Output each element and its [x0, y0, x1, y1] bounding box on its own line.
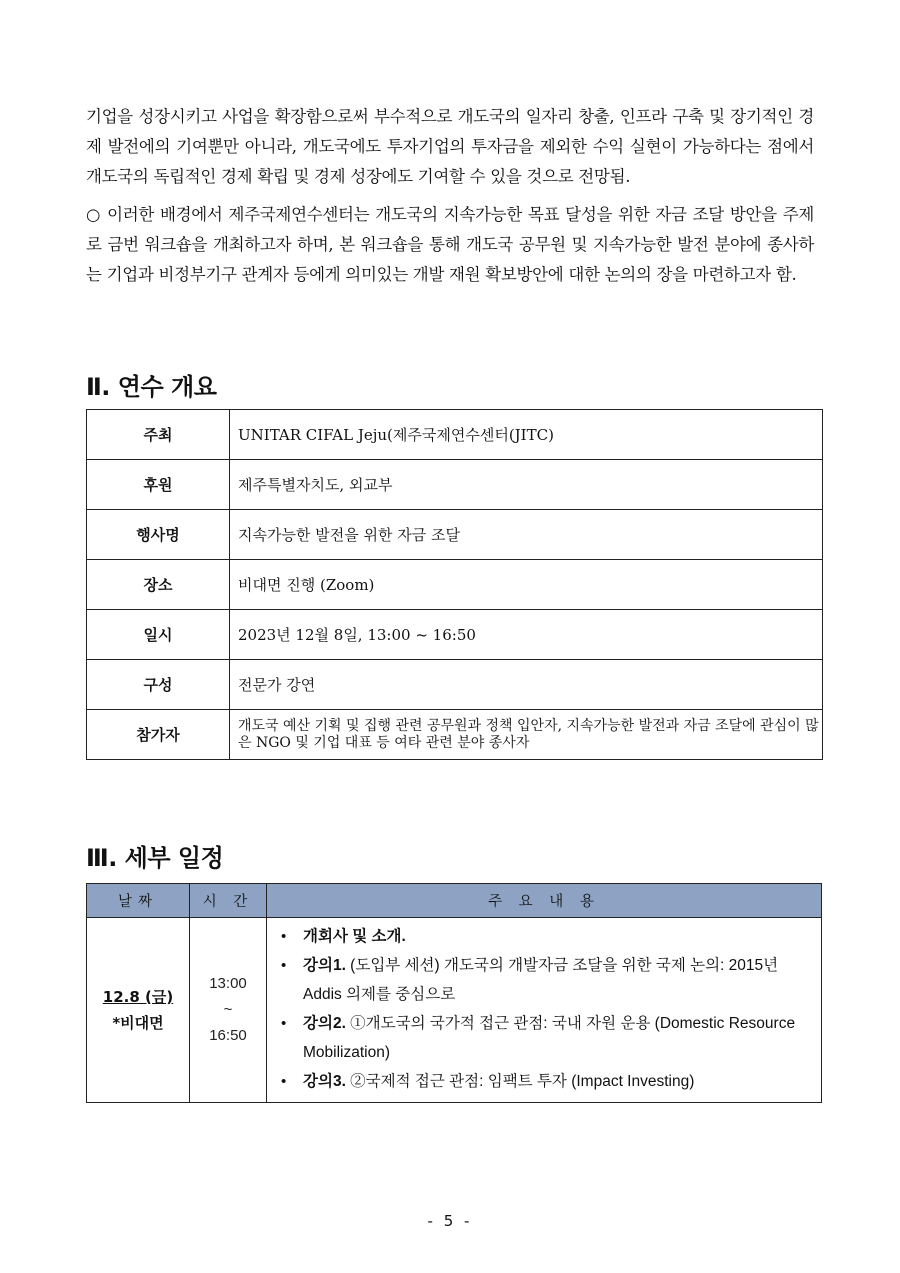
time-end: 16:50 — [209, 1027, 247, 1044]
table-row — [87, 410, 823, 460]
list-item — [277, 1067, 813, 1096]
schedule-content-cell — [267, 918, 822, 1103]
agenda-list — [277, 922, 813, 1096]
header-date: 날짜 — [87, 884, 190, 918]
table-row — [87, 918, 822, 1103]
table-row — [87, 610, 823, 660]
list-item — [277, 1009, 813, 1067]
section-2-title: Ⅱ. 연수 개요 — [86, 373, 217, 401]
agenda-item-text: ②국제적 접근 관점: 임팩트 투자 (Impact Investing) — [345, 1073, 695, 1090]
row-label: 일시 — [87, 610, 230, 660]
row-label: 장소 — [87, 560, 230, 610]
row-value: 제주특별자치도, 외교부 — [230, 460, 823, 510]
time-separator: ~ — [223, 1001, 233, 1018]
agenda-item-title: 강의3. — [303, 1073, 346, 1090]
table-header-row — [87, 884, 822, 918]
table-row — [87, 510, 823, 560]
table-row — [87, 660, 823, 710]
schedule-table — [86, 883, 822, 1103]
header-time: 시 간 — [190, 884, 267, 918]
schedule-date-cell — [87, 918, 190, 1103]
header-content: 주 요 내 용 — [267, 884, 822, 918]
agenda-item-text: ①개도국의 국가적 접근 관점: 국내 자원 운용 (Domestic Resource Mobilization) — [303, 1015, 796, 1061]
table-row — [87, 560, 823, 610]
row-value: UNITAR CIFAL Jeju(제주국제연수센터(JITC) — [230, 410, 823, 460]
row-value: 2023년 12월 8일, 13:00 ~ 16:50 — [230, 610, 823, 660]
schedule-date-note: *비대면 — [112, 1014, 164, 1032]
overview-table — [86, 409, 823, 760]
table-row — [87, 710, 823, 760]
table-row — [87, 460, 823, 510]
agenda-item-title: 개회사 및 소개. — [303, 928, 406, 945]
row-label: 구성 — [87, 660, 230, 710]
row-value: 전문가 강연 — [230, 660, 823, 710]
intro-paragraph-1: 기업을 성장시키고 사업을 확장함으로써 부수적으로 개도국의 일자리 창출, 인프라 구축 및 장기적인 경제 발전에의 기여뿐만 아니라, 개도국에도 투자기업의 투자금을 제외한 수익 실현이 가능하다는 점에서 개도국의 독립적인 경제 확립 및 경제 성장에도 기여할 수 있을 것으로 전망됨. — [86, 107, 814, 186]
section-3-title: Ⅲ. 세부 일정 — [86, 844, 224, 872]
row-label: 행사명 — [87, 510, 230, 560]
row-value: 지속가능한 발전을 위한 자금 조달 — [230, 510, 823, 560]
page-number: - 5 - — [427, 1212, 473, 1230]
row-label: 참가자 — [87, 710, 230, 760]
row-label: 후원 — [87, 460, 230, 510]
agenda-item-title: 강의2. — [303, 1015, 346, 1032]
row-value: 개도국 예산 기획 및 집행 관련 공무원과 정책 입안자, 지속가능한 발전과 자금 조달에 관심이 많은 NGO 및 기업 대표 등 여타 관련 분야 종사자 — [230, 710, 823, 760]
list-item — [277, 951, 813, 1009]
intro-paragraph-2: ○ 이러한 배경에서 제주국제연수센터는 개도국의 지속가능한 목표 달성을 위한 자금 조달 방안을 주제로 금번 워크숍을 개최하고자 하며, 본 워크숍을 통해 개도국 공무원 및 지속가능한 발전 분야에 종사하는 기업과 비정부기구 관계자 등에게 의미있는 개발 재원 확보방안에 대한 논의의 장을 마련하고자 함. — [86, 205, 814, 284]
list-item — [277, 922, 813, 951]
row-value: 비대면 진행 (Zoom) — [230, 560, 823, 610]
schedule-date: 12.8 (금) — [102, 988, 174, 1006]
row-label: 주최 — [87, 410, 230, 460]
agenda-item-text: (도입부 세션) 개도국의 개발자금 조달을 위한 국제 논의: 2015년 Addis 의제를 중심으로 — [303, 957, 779, 1003]
time-start: 13:00 — [209, 975, 247, 992]
agenda-item-title: 강의1. — [303, 957, 346, 974]
schedule-time-cell — [190, 918, 267, 1103]
